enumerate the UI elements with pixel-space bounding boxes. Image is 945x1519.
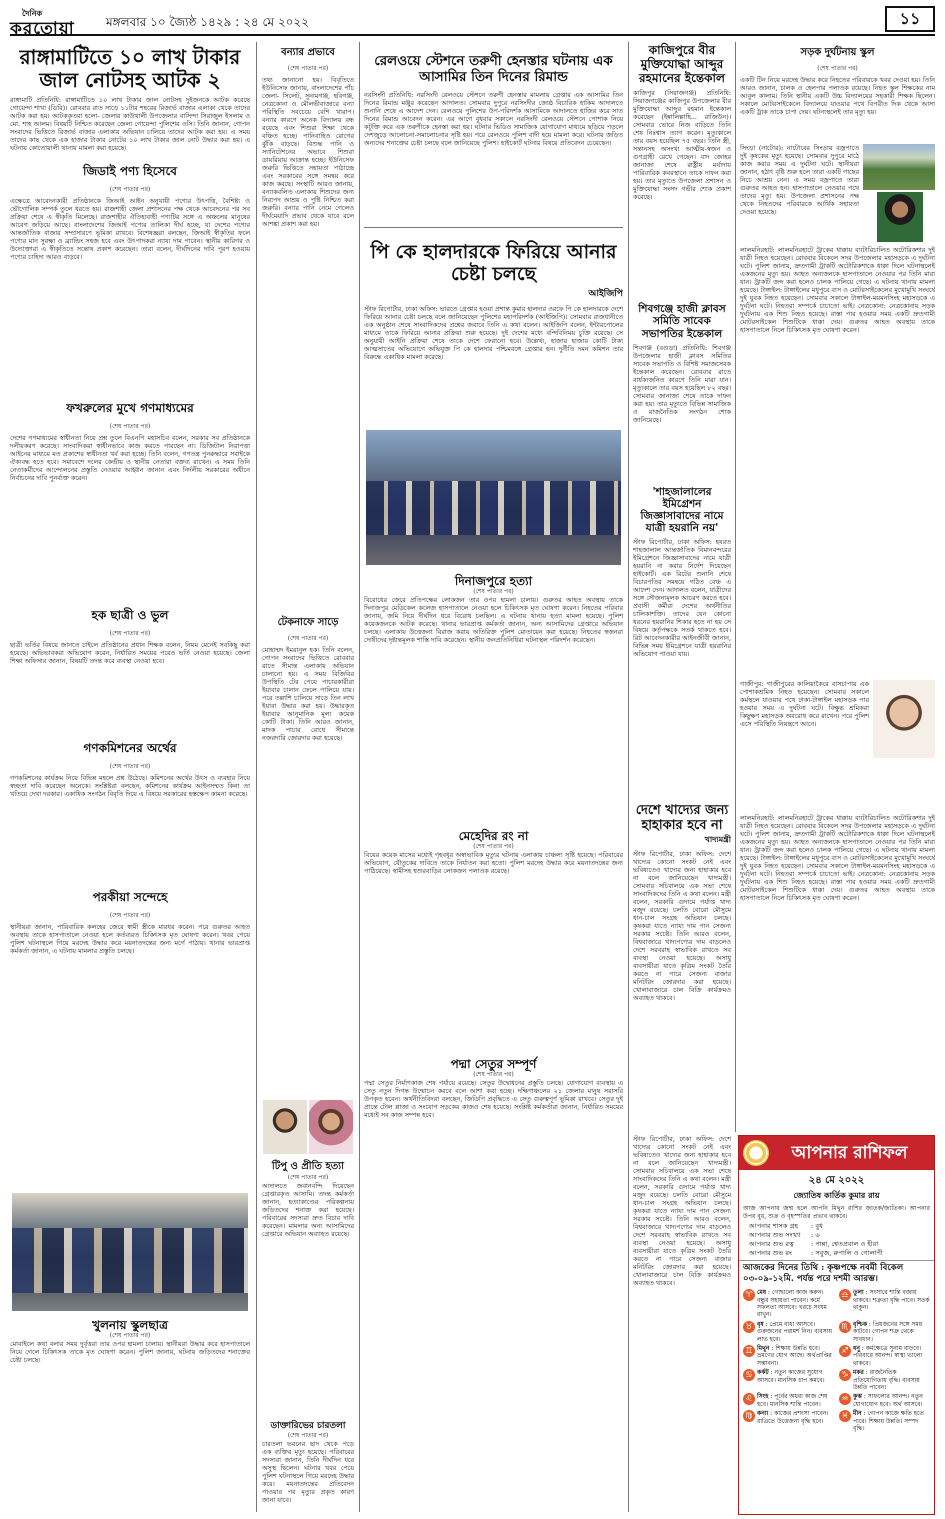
story-food: স্টাফ রিপোর্টার, ঢাকা অফিস: দেশে খাদ্যের কোনো সংকট নেই এবং ভবিষ্যতেও খাদ্যের জন্য হাহাকার হবে না বলে জানিয়েছেন খাদ্যমন্ত্রী। সোমবার সচিবালয়ে এক সভা শেষে সাংবাদিকদের তিনি এ কথা বলেন। মন্ত্রী বলেন, সরকারি গুদামে পর্যাপ্ত খাদ্য মজুদ রয়েছে। চলতি বোরো মৌসুমে ধান-চাল সংগ্রহ অভিযান চলছে। কৃষকরা যাতে ন্যায্য দাম পান সেজন্য সরকার সচেষ্ট। তিনি আরও বলেন, বিশ্ববাজারে খাদ্যপণ্যের দাম বাড়লেও দেশে সরবরাহ স্বাভাবিক রাখতে সব ব্যবস্থা নেওয়া হয়েছে। অসাধু ব্যবসায়ীরা যাতে কৃত্রিম সংকট তৈরি করতে না পারে সেজন্য বাজার মনিটরিং জোরদার করা হয়েছে। খোলাবাজারে চাল বিক্রি কার্যক্রমও অব্যাহত থাকবে। [633,849,731,1002]
aquarius-icon: ♒ [839,1393,851,1405]
subhead-porokiya: পরকীয়া সন্দেহে [92,890,168,904]
subhead-gonocommission: গণকমিশনের অর্থের [83,741,177,755]
headline-pk-halder: পি কে হালদারকে ফিরিয়ে আনার চেষ্টা চলছে [370,241,617,285]
story-singra: সিংড়া (নাটোর): নাটোরের সিংড়ায় বজ্রপাতে দুই কৃষকের মৃত্যু হয়েছে। সোমবার দুপুরে মাঠে কাজ করার সময় এ দুর্ঘটনা ঘটে। স্থানীয়রা জানান, হঠাৎ বৃষ্টি শুরু হলে তারা একটি গাছের নিচে আশ্রয় নেন। এ সময় বজ্রপাতে তারা গুরুতর আহত হন। হাসপাতালে নেওয়ার পথে তাদের মৃত্যু হয়। উপজেলা প্রশাসনের পক্ষ থেকে নিহতদের পরিবারকে আর্থিক সহায়তা দেওয়া হয়েছে। [740,144,859,216]
zodiac-sign: ♐ ধনু : কর্মক্ষেত্রে সুনাম বাড়বে। পরিবারে আনন্দ। স্বাস্থ্য ভালো থাকবে। [839,1345,930,1367]
story-gi-product: এক্ষেত্রে আবেদনকারী প্রতিষ্ঠানকে জিআই আইন অনুযায়ী পণ্যের উৎপত্তি, বৈশিষ্ট্য ও ভৌগোলিক সম্পর্ক তুলে ধরতে হয়। রাজশাহী জেলা প্রশাসনের পক্ষ থেকে আবেদনের পর সব প্রক্রিয়া শেষে এ স্বীকৃতি মিলেছে। রাজশাহীর ঐতিহ্যবাহী পণ্যটির সঙ্গে এ অঞ্চলের মানুষের আবেগ জড়িয়ে আছে। বাংলাদেশের জিআই পণ্যের তালিকা দীর্ঘ হচ্ছে, যা দেশের পণ্যের আন্তর্জাতিক বাজার সম্প্রসারণে ভূমিকা রাখবে। বিশেষজ্ঞরা বলছেন, জিআই স্বীকৃতির ফলে পণ্যের মান সুরক্ষা ও ব্র্যান্ডিং সহজ হবে এবং উৎপাদকরা ন্যায্য দাম পাবেন। স্থানীয় কারিগর ও উদ্যোক্তারা এ স্বীকৃতিতে সন্তোষ প্রকাশ করেছেন। তারা বলেন, দীর্ঘদিনের দাবি পূরণ হওয়ায় পণ্যের চাহিদা আরও বাড়বে। [10,197,250,261]
portrait-teacher-photo [877,192,923,242]
subhead-padma: পদ্মা সেতুর সম্পূর্ণ [450,1057,537,1071]
continued-label: (শেষ পাতার পর) [109,186,151,193]
story-gazipur: গাজীপুর: গাজীপুরের কালিয়াকৈরে বাসচাপায় এক পোশাকশ্রমিক নিহত হয়েছেন। সোমবার সকালে কর্মস্থলে যাওয়ার পথে ঢাকা-টাঙ্গাইল মহাসড়ক পার হওয়ার সময় এ দুর্ঘটনা ঘটে। বিক্ষুব্ধ শ্রমিকরা কিছুক্ষণ মহাসড়ক অবরোধ করে রাখেন। পরে পুলিশ এসে পরিস্থিতি নিয়ন্ত্রণে আনে। [740,680,869,728]
column-rule [359,42,360,1512]
zodiac-sign: ♋ কর্কট : নতুন কাজের সুযোগ আসবে। মানসিক চাপ কমবে। [743,1369,834,1391]
story-padma: পদ্মা সেতুর নির্মাণকাজ শেষ পর্যায়ে রয়েছে। সেতুর উদ্বোধনের প্রস্তুতি চলছে। যোগাযোগ ব্যবস্থায় এ সেতু নতুন দিগন্ত উন্মোচন করবে বলে আশা করা হচ্ছে। দক্ষিণাঞ্চলের ২১ জেলার মানুষ সরাসরি উপকৃত হবেন। অর্থনীতিবিদরা বলছেন, জিডিপি প্রবৃদ্ধিতে এ সেতু গুরুত্বপূর্ণ ভূমিকা রাখবে। সেতুর দুই প্রান্তে টোল প্লাজা ও সংযোগ সড়কের কাজও শেষ হয়েছে। সংশ্লিষ্ট কর্মকর্তারা জানান, নির্ধারিত সময়ের মধ্যেই সব কাজ সম্পন্ন হবে। [364,1079,623,1119]
story-flood: তথ্য জানানো হয়। বিবৃতিতে ইউনিসেফ জানায়, বাংলাদেশের পাঁচ জেলা- সিলেট, সুনামগঞ্জ, হবিগঞ্জ, নেত্রকোনা ও মৌলভীবাজারে বন্যা পরিস্থিতি সবচেয়ে বেশি খারাপ। বন্যার কারণে অনেক বিদ্যালয় বন্ধ রয়েছে এবং শিশুরা শিক্ষা থেকে বঞ্চিত হচ্ছে। পানিবাহিত রোগের ঝুঁকি বাড়ছে। বিশুদ্ধ পানি ও স্যানিটেশনের অভাবে শিশুরা ডায়রিয়ায় আক্রান্ত হচ্ছে। ইউনিসেফ জরুরি ভিত্তিতে সহায়তা পাঠাচ্ছে এবং সরকারের সঙ্গে সমন্বয় করে কাজ করছে। সংস্থাটি আরও জানায়, বন্যাকবলিত এলাকায় শিশুদের জন্য নিরাপদ আশ্রয় ও পুষ্টি নিশ্চিত করা জরুরি। বন্যার পানি নেমে গেলেও দীর্ঘমেয়াদি প্রভাব থেকে যাবে বলে আশঙ্কা প্রকাশ করা হয়। [262,76,354,228]
story-food-continued: স্টাফ রিপোর্টার, ঢাকা অফিস: দেশে খাদ্যের কোনো সংকট নেই এবং ভবিষ্যতেও খাদ্যের জন্য হাহাকার হবে না বলে জানিয়েছেন খাদ্যমন্ত্রী। সোমবার সচিবালয়ে এক সভা শেষে সাংবাদিকদের তিনি এ কথা বলেন। মন্ত্রী বলেন, সরকারি গুদামে পর্যাপ্ত খাদ্য মজুদ রয়েছে। চলতি বোরো মৌসুমে ধান-চাল সংগ্রহ অভিযান চলছে। কৃষকরা যাতে ন্যায্য দাম পান সেজন্য সরকার সচেষ্ট। তিনি আরও বলেন, বিশ্ববাজারে খাদ্যপণ্যের দাম বাড়লেও দেশে সরবরাহ স্বাভাবিক রাখতে সব ব্যবস্থা নেওয়া হয়েছে। অসাধু ব্যবসায়ীরা যাতে কৃত্রিম সংকট তৈরি করতে না পারে সেজন্য বাজার মনিটরিং জোরদার করা হয়েছে। খোলাবাজারে চাল বিক্রি কার্যক্রমও অব্যাহত থাকবে। [633,1135,731,1287]
zodiac-sign: ♓ মীন : গোপন কাজে ক্ষতি হতে পারে। শিক্ষায় উন্নতি। সম্পদ বৃদ্ধি। [839,1410,930,1432]
capricorn-icon: ♑ [839,1369,851,1381]
headline-shahjalal: 'শাহজালালের ইমিগ্রেশন জিজ্ঞাসাবাদের নামে যাত্রী হয়রানি নয়' [640,485,724,534]
continued-label: (শেষ পাতার পর) [109,1332,151,1339]
horoscope-author: জ্যোতিষ কার্তিক কুমার রায় [793,1190,880,1200]
zodiac-sign: ♊ মিথুন : শিক্ষায় উন্নতি হবে। ভ্রমণের যোগ আছে। অর্থপ্রাপ্তির সম্ভাবনা। [743,1345,834,1367]
zodiac-sign: ♎ তুলা : সংসারে শান্তি বজায় থাকবে। শত্রুতা বৃদ্ধি পাবে। সতর্ক থাকুন। [839,1289,930,1319]
section-divider [364,227,623,228]
horoscope-date: ২৪ মে ২০২২ [808,1175,865,1186]
zodiac-sign: ♈ মেষ : গোছালো কাজ করুন। বন্ধুর সহায়তা পাবেন। কর্মে সফলতা আসবে। খরচে সংযম রাখুন। [743,1289,834,1319]
gemini-icon: ♊ [743,1345,755,1357]
zodiac-sign-grid [739,1287,934,1436]
headline-food: দেশে খাদ্যের জন্য হাহাকার হবে না [635,802,729,833]
zodiac-sign: ♌ সিংহ : পূর্বের অধরা কাজ শেষ হবে। মানসিক শান্তি পাবেন। [743,1393,834,1408]
subhead-student: হক ছাত্রী ও ভুল [91,608,169,622]
continued-label: (শেষ পাতার পর) [473,1071,514,1078]
story-teknaf: মোহাম্মদ ইমরানুল হক। তিনি বলেন, গোপন সংবাদের ভিত্তিতে রোববার রাতে সীমান্ত এলাকায় অভিযান চালানো হয়। এ সময় বিজিবির উপস্থিতি টের পেয়ে পাচারকারীরা ইয়াবার চালান ফেলে পালিয়ে যায়। পরে তল্লাশি চালিয়ে সাড়ে তিন লাখ ইয়াবা উদ্ধার করা হয়। উদ্ধারকৃত ইয়াবার আনুমানিক মূল্য কয়েক কোটি টাকা। তিনি আরও জানান, মাদক পাচার রোধে সীমান্তে নজরদারি জোরদার করা হয়েছে। [262,646,354,742]
column-5 [740,42,935,1130]
story-lalmonirhat: লালমনিরহাট: লালমনিরহাটে ট্রাকের ধাক্কায় ব্যাটারিচালিত অটোরিকশার দুই যাত্রী নিহত হয়েছেন। রোববার বিকেলে সদর উপজেলার মহাসড়কে এ দুর্ঘটনা ঘটে। পুলিশ জানায়, দ্রুতগামী ট্রাকটি অটোরিকশাকে ধাক্কা দিলে ঘটনাস্থলেই একজনের মৃত্যু হয়। আহত অন্যজনকে হাসপাতালে নেওয়ার পর তিনি মারা যান। ট্রাকটি জব্দ করা হলেও চালক পালিয়ে গেছে। এ ঘটনায় থানায় মামলা হয়েছে। টাঙ্গাইল: টাঙ্গাইলের মধুপুরে বাস ও মোটরসাইকেলের মুখোমুখি সংঘর্ষে দুই যুবক নিহত হয়েছেন। সোমবার সকালে টাঙ্গাইল-ময়মনসিংহ মহাসড়কে এ দুর্ঘটনা ঘটে। নিহতরা সম্পর্কে চাচাতো ভাই। নেত্রকোনা: নেত্রকোনায় সড়ক দুর্ঘটনায় এক শিশু নিহত হয়েছে। রাস্তা পার হওয়ার সময় একটি দ্রুতগামী মোটরসাইকেল শিশুটিকে ধাক্কা দেয়। গুরুতর আহত অবস্থায় তাকে হাসপাতালে নিলে চিকিৎসক মৃত ঘোষণা করেন। [740,246,935,334]
continued-label: (শেষ পাতার পর) [109,423,151,430]
story-railway: নরসিংদী প্রতিনিধি: নরসিংদী রেলওয়ে স্টেশনে তরুণী হেনস্তার মামলায় গ্রেপ্তার এক আসামির তিন দিনের রিমান্ড মঞ্জুর করেছেন আদালত। সোমবার দুপুরে নরসিংদীর জ্যেষ্ঠ বিচারিক হাকিম আদালতে শুনানি শেষে এ আদেশ দেন। রেলওয়ে পুলিশের উপ-পরিদর্শক আসামিকে আদালতে হাজির করে সাত দিনের রিমান্ড আবেদন করেন। এর আগে বুধবার সকালে নরসিংদী রেলওয়ে স্টেশনে পোশাক নিয়ে কটূক্তি করে এক তরুণীকে হেনস্তা করা হয়। ঘটনার ভিডিও সামাজিক যোগাযোগ মাধ্যমে ছড়িয়ে পড়লে দেশজুড়ে আলোচনা-সমালোচনার সৃষ্টি হয়। পরে রেলওয়ে পুলিশ বাদী হয়ে মামলা করে। ঘটনায় জড়িত অন্যদের শনাক্তের চেষ্টা চলছে বলে জানিয়েছে পুলিশ। হাইকোর্ট ঘটনার বিষয়ে প্রতিবেদন চেয়েছেন। [364,91,623,148]
story-kazipur: কাজিপুর (সিরাজগঞ্জ) প্রতিনিধি: সিরাজগঞ্জের কাজিপুর উপজেলার বীর মুক্তিযোদ্ধা আব্দুর রহমান ইন্তেকাল করেছেন (ইন্নালিল্লাহি... রাজিউন)। সোমবার ভোরে নিজ বাড়িতে তিনি শেষ নিঃশ্বাস ত্যাগ করেন। মৃত্যুকালে তার বয়স হয়েছিল ৭৫ বছর। তিনি স্ত্রী, সন্তানসহ অসংখ্য আত্মীয়-স্বজন ও গুণগ্রাহী রেখে গেছেন। বাদ জোহর জানাজা শেষে রাষ্ট্রীয় মর্যাদায় পারিবারিক কবরস্থানে তাকে দাফন করা হয়। তার মৃত্যুতে উপজেলা প্রশাসন ও মুক্তিযোদ্ধা সংসদ গভীর শোক প্রকাশ করেছে। [633,89,731,202]
scorpio-icon: ♏ [839,1321,851,1333]
detail-row: আপনার শুভ রত্ন : পান্না, শ্বেতপ্রবাল ও হীরা [749,1240,879,1249]
continued-label: (শেষ পাতার পর) [287,1174,329,1181]
masthead [10,6,935,39]
continued-label: (শেষ পাতার পর) [473,588,514,595]
newspaper-logo [10,8,98,39]
column-rule [256,42,257,1512]
arrest-photo [12,1193,248,1311]
detail-row: আপনার শুভ সংখ্যা : ৬ [749,1231,820,1240]
story-road-accident: একটি টিন নিয়ে মরদেহ উদ্ধার করে নিহতের পরিবারকে খবর দেওয়া হয়। তিনি আরও জানান, চালক ও হেলপার পলাতক রয়েছে। নিহত স্কুল শিক্ষকের নাম আবুল কালাম। তিনি স্থানীয় একটি উচ্চ বিদ্যালয়ের সহকারী শিক্ষক ছিলেন। সকালে মোটরসাইকেলে বিদ্যালয়ে যাওয়ার পথে বিপরীত দিক থেকে আসা একটি ট্রাক তাকে চাপা দেয়। ঘটনাস্থলেই তার মৃত্যু হয়। [740,76,935,116]
zodiac-sign: ♑ মকর : রাজনৈতিক প্রতিযোগিতায় বৃদ্ধি। ব্যবসায় উন্নতি পাবেন। [839,1369,930,1391]
continued-label: (শেষ পাতার পর) [109,912,151,919]
horoscope-box [738,1135,935,1515]
story-fakhrul: দেশের গণমাধ্যমের স্বাধীনতা নিয়ে প্রশ্ন তুলে বিএনপি মহাসচিব বলেন, সরকার সব প্রতিষ্ঠানকে দলীয়করণ করেছে। সাংবাদিকরা স্বাধীনভাবে কাজ করতে পারছেন না। ডিজিটাল নিরাপত্তা আইনের মাধ্যমে মত প্রকাশের স্বাধীনতা খর্ব করা হচ্ছে। তিনি বলেন, গণতন্ত্র পুনরুদ্ধারে সবাইকে ঐক্যবদ্ধ হতে হবে। সমাবেশে দলের কেন্দ্রীয় ও স্থানীয় নেতারা বক্তব্য রাখেন। এ সময় তিনি নেতাকর্মীদের আন্দোলনের প্রস্তুতি নেওয়ার আহ্বান জানান এবং নির্দলীয় সরকারের অধীনে নির্বাচনের দাবি পুনর্ব্যক্ত করেন। [10,434,250,482]
detail-row: আপনার শাসক গ্রহ : বুধ [749,1222,823,1231]
continued-label: (শেষ পাতার পর) [287,65,329,72]
horoscope-title: আপনার রাশিফল [791,1143,908,1163]
headline-railway: রেলওয়ে স্টেশনে তরুণী হেনস্তার ঘটনায় এক আসামির তিন দিনের রিমান্ড [374,53,613,85]
subhead-khulna: খুলনায় স্কুলছাত্র [92,1318,168,1332]
story-pk-halder: স্টাফ রিপোর্টার, ঢাকা অফিস: ভারতে গ্রেপ্তার হওয়া প্রশান্ত কুমার হালদার ওরফে পি কে হালদারকে দেশে ফিরিয়ে আনার চেষ্টা চলছে বলে জানিয়েছেন পুলিশের মহাপরিদর্শক (আইজিপি)। সোমবার রাজধানীতে এক অনুষ্ঠান শেষে সাংবাদিকদের প্রশ্নের জবাবে তিনি এ কথা বলেন। আইজিপি বলেন, ইন্টারপোলের মাধ্যমে তাকে ফিরিয়ে আনার প্রক্রিয়া শুরু হয়েছে। দুই দেশের মধ্যে বন্দিবিনিময় চুক্তি রয়েছে। সে অনুযায়ী আইনি প্রক্রিয়া শেষে তাকে দেশে ফেরানো হবে। উল্লেখ্য, হাজার হাজার কোটি টাকা আত্মসাতের অভিযোগে অভিযুক্ত পি কে হালদার পশ্চিমবঙ্গে গ্রেপ্তার হন। দুর্নীতি দমন কমিশন তার বিরুদ্ধে একাধিক মামলা করেছে। [364,304,623,361]
story-student: ছাত্রী ভর্তির বিষয়ে জানতে চাইলে প্রতিষ্ঠানের প্রধান শিক্ষক বলেন, নিয়ম মেনেই সবকিছু করা হয়েছে। অভিভাবকরা অভিযোগ করেন, নির্ধারিত সময়ের পরেও ভর্তি নেওয়া হয়েছে। জেলা শিক্ষা অফিসার জানান, বিষয়টি তদন্ত করে ব্যবস্থা নেওয়া হবে। [10,641,250,665]
zodiac-sign: ♒ কুম্ভ : সাফল্যের আনন্দ। নতুন যোগাযোগ হবে। অর্থ আসবে। [839,1393,930,1408]
page-number: ১১ [885,6,935,32]
story-khulna: মোবাইলে কথা বলার সময় দুর্বৃত্তরা তার ওপর হামলা চালায়। স্থানীয়রা উদ্ধার করে হাসপাতালে নিয়ে গেলে চিকিৎসক তাকে মৃত ঘোষণা করেন। পুলিশ জানায়, ঘটনায় জড়িতদের শনাক্তের চেষ্টা চলছে। [10,1340,250,1364]
story-dinajpur: বিরোধের জেরে প্রতিপক্ষের লোকজন তার ওপর হামলা চালায়। গুরুতর আহত অবস্থায় তাকে দিনাজপুর মেডিকেল কলেজ হাসপাতালে নেওয়া হলে চিকিৎসক মৃত ঘোষণা করেন। নিহতের পরিবার জানায়, জমি নিয়ে দীর্ঘদিন ধরে বিরোধ চলছিল। এ ঘটনায় থানায় হত্যা মামলা হয়েছে। পুলিশ কয়েকজনকে আটক করেছে। থানার ভারপ্রাপ্ত কর্মকর্তা জানান, অন্য আসামিদের গ্রেপ্তারে অভিযান চলছে। এলাকায় উত্তেজনা বিরাজ করায় অতিরিক্ত পুলিশ মোতায়েন করা হয়েছে। নিহতের স্বজনরা দোষীদের দৃষ্টান্তমূলক শাস্তি দাবি করেছেন। স্থানীয় জনপ্রতিনিধিরা ঘটনাস্থল পরিদর্শন করেছেন। [364,596,623,644]
aries-icon: ♈ [743,1289,755,1301]
headline-shibganj: শিবগঞ্জে হাজী ক্লাবস সমিতি সাবেক সভাপতির ইন্তেকাল [638,303,726,340]
dateline: মঙ্গলবার ১০ জ্যৈষ্ঠ ১৪২৯ : ২৪ মে ২০২২ [106,15,310,29]
pisces-icon: ♓ [839,1410,851,1422]
continued-label: (শেষ পাতার পর) [287,1432,329,1439]
leo-icon: ♌ [743,1393,755,1405]
column-4 [633,42,731,1130]
subhead-fakhrul: ফখরুলের মুখে গণমাধ্যমের [66,401,194,415]
story-jal-note: রাঙ্গামাটি প্রতিনিধি: রাঙ্গামাটিতে ১০ লাখ টাকার জাল নোটসহ দুইজনকে আটক করেছে গোয়েন্দা শাখা (ডিবি)। রোববার রাত সাড়ে ১১টার শহরের রিজার্ভ বাজার এলাকা থেকে তাদের আটক করা হয়। আটককৃতরা হলো- জেলার কাউখালী উপজেলার বাসিন্দা সিরাজুল ইসলাম ও মো. শাহ আলম। বিষয়টি নিশ্চিত করেছেন জেলা গোয়েন্দা পুলিশের ওসি। তিনি জানান, গোপন সংবাদের ভিত্তিতে রিজার্ভ বাজার এলাকায় অভিযান চালিয়ে তাদের আটক করা হয়। এ সময় তাদের কাছ থেকে এক হাজার টাকার নোটের ১০ লাখ টাকার জাল নোট উদ্ধার করা হয়। এ ঘটনায় কোতোয়ালী থানায় মামলা করা হয়েছে। [10,96,250,152]
portrait-tipu-photo [263,1100,307,1154]
zodiac-sign: ♉ বৃষ : প্রেমে বাধা আসবে। গুরুজনের পরামর্শ নিন। ব্যবসায় লাভ হবে। [743,1321,834,1343]
subhead-gi-product: জিডাই পণ্য হিসেবে [83,164,177,178]
headline-kazipur: কাজিপুরে বীর মুক্তিযোদ্ধা আব্দুর রহমানের ইন্তেকাল [639,43,725,85]
continued-label: (শেষ পাতার পর) [473,843,514,850]
story-shahjalal: স্টাফ রিপোর্টার, ঢাকা অফিস: হযরত শাহজালাল আন্তর্জাতিক বিমানবন্দরের ইমিগ্রেশনে জিজ্ঞাসাবাদের নামে যাত্রী হয়রানি না করার নির্দেশ দিয়েছেন হাইকোর্ট। এক রিটের শুনানি শেষে বিচারপতির সমন্বয়ে গঠিত বেঞ্চ এ আদেশ দেন। আদালত বলেন, যাত্রীদের সঙ্গে সৌজন্যমূলক আচরণ করতে হবে। প্রবাসী কর্মীরা দেশের অর্থনীতির চালিকাশক্তি। তাদের যেন কোনো ধরনের হয়রানির শিকার হতে না হয় সে বিষয়ে কর্তৃপক্ষকে সতর্ক থাকতে হবে। রিট আবেদনকারীর আইনজীবী জানান, বিভিন্ন সময় ইমিগ্রেশনে যাত্রী হয়রানির অভিযোগ পাওয়া যায়। [633,537,731,658]
subhead-dinajpur: দিনাজপুরে হত্যা [454,574,533,588]
column-rule [735,42,736,1132]
subhead-doctor-building: ডাক্তারিভের চারতলা [270,1421,346,1431]
story-doctor-building: চারতলা ভবনের ছাদ থেকে পড়ে এক ব্যক্তির মৃত্যু হয়েছে। পরিবারের সদস্যরা জানান, তিনি দীর্ঘদিন ধরে অসুস্থ ছিলেন। ঘটনার খবর পেয়ে পুলিশ ঘটনাস্থলে গিয়ে মরদেহ উদ্ধার করে। ময়নাতদন্তের প্রতিবেদন পাওয়ার পর মৃত্যুর প্রকৃত কারণ জানা যাবে। [262,1440,354,1504]
field-photo [863,144,935,190]
horoscope-header [739,1136,934,1170]
continued-label: (শেষ পাতার পর) [109,630,151,637]
virgo-icon: ♍ [743,1410,755,1422]
byline-igp: আইজিপি [588,288,623,299]
zodiac-sign: ♏ বৃশ্চিক : প্রিয়জনের সঙ্গে সময় কাটবে। গোপন শত্রু থেকে সাবধান। [839,1321,930,1343]
continued-label: (শেষ পাতার পর) [287,635,329,642]
story-porokiya: স্থানীয়রা জানান, পারিবারিক কলহের জেরে স্বামী স্ত্রীকে মারধর করেন। পরে গুরুতর আহত অবস্থায় তাকে হাসপাতালে নেওয়া হলে কর্তব্যরত চিকিৎসক মৃত ঘোষণা করেন। খবর পেয়ে পুলিশ ঘটনাস্থলে গিয়ে মরদেহ উদ্ধার করে ময়নাতদন্তের জন্য মর্গে পাঠায়। থানার ভারপ্রাপ্ত কর্মকর্তা জানান, এ ঘটনায় মামলার প্রস্তুতি চলছে। [10,923,250,955]
subhead-mehedi: মেহেদির রং না [458,829,529,843]
story-mehedi: বিয়ের কয়েক মাসের মধ্যেই গৃহবধূর অস্বাভাবিক মৃত্যুর ঘটনায় এলাকায় চাঞ্চল্য সৃষ্টি হয়েছে। পরিবারের অভিযোগ, যৌতুকের দাবিতে তাকে নির্যাতন করা হতো। পুলিশ মরদেহ উদ্ধার করে ময়নাতদন্তের জন্য পাঠিয়েছে। স্বামীসহ শ্বশুরবাড়ির লোকজন পলাতক রয়েছে। [364,851,623,875]
continued-label: (শেষ পাতার পর) [817,65,858,72]
libra-icon: ♎ [839,1289,851,1301]
headline-jal-note: রাঙ্গামাটিতে ১০ লাখ টাকার জাল নোটসহ আটক ২ [19,45,241,92]
horoscope-tithi: আজকের দিনের তিথি : কৃষ্ণপক্ষে নবমী বিকেল ০৩-০৯-১২মি. পর্যন্ত পরে দশমী আরম্ভ। [739,1260,934,1287]
column-rule [628,42,629,1512]
continued-label: (শেষ পাতার পর) [109,763,151,770]
detail-row: আপনার শুভ রং : সবুজ, রুপালি ও গোলাপী [749,1249,883,1258]
horoscope-intro: আজ আপনার জন্ম হলে আপনি মিথুন রাশির জাতক/জাতিকা। আপনার উপর বুধ, শুক্র ও বৃহস্পতির প্রভাব থাকবে। [743,1205,930,1220]
logo-small-text: দৈনিক [22,8,43,18]
logo-name: করতোয়া [10,19,75,39]
horoscope-details [739,1222,934,1258]
subhead-road-accident: সড়ক দুর্ঘটনায় স্কুল [800,47,875,58]
cancer-icon: ♋ [743,1369,755,1381]
zodiac-sign: ♍ কন্যা : কাজের প্রশংসা পাবেন। রাত্রিতে উত্তেজনা বৃদ্ধি হবে। [743,1410,834,1432]
byline-food-minister: খাদ্যমন্ত্রী [704,833,731,844]
subhead-flood: বন্যার প্রভাবে [281,47,335,58]
story-gonocommission: গণকমিশনের কার্যক্রম নিয়ে বিভিন্ন মহলে প্রশ্ন উঠেছে। কমিশনের অর্থের উৎস ও ব্যবহার নিয়ে স্বচ্ছতা দাবি করেছেন অনেকে। সংশ্লিষ্টরা বলছেন, কমিশনের কার্যক্রম আইনসম্মত কিনা তা খতিয়ে দেখা দরকার। একাধিক সংগঠন বিবৃতি দিয়ে এ বিষয়ে সরকারের হস্তক্ষেপ কামনা করেছে। [10,774,250,798]
child-photo [873,680,935,758]
taurus-icon: ♉ [743,1321,755,1333]
story-shibganj: শিবগঞ্জ (বগুড়া) প্রতিনিধি: শিবগঞ্জ উপজেলার হাজী ক্লাবস সমিতির সাবেক সভাপতি ও বিশিষ্ট সমাজসেবক ইন্তেকাল করেছেন। রোববার রাতে বার্ধক্যজনিত কারণে তিনি মারা যান। মৃত্যুকালে তার বয়স হয়েছিল ৮২ বছর। সোমবার জানাজা শেষে তাকে দাফন করা হয়। তার মৃত্যুতে বিভিন্ন সামাজিক ও রাজনৈতিক সংগঠন শোক জানিয়েছে। [633,343,731,424]
sagittarius-icon: ♐ [839,1345,851,1357]
story-tipu-preeti: আদালতে জবানবন্দি দিয়েছেন গ্রেপ্তারকৃত আসামি। তদন্ত কর্মকর্তা জানান, হত্যাকাণ্ডের পরিকল্পনায় জড়িতদের শনাক্ত করা হয়েছে। পরিবারের সদস্যরা দ্রুত বিচার দাবি করেছেন। মামলার অন্য আসামিদের গ্রেপ্তারে অভিযান অব্যাহত রয়েছে। [262,1182,354,1238]
zodiac-wheel-icon [743,1140,769,1166]
press-conference-photo [366,430,621,565]
story-gazipur-continued: লালমনিরহাট: লালমনিরহাটে ট্রাকের ধাক্কায় ব্যাটারিচালিত অটোরিকশার দুই যাত্রী নিহত হয়েছেন। রোববার বিকেলে সদর উপজেলার মহাসড়কে এ দুর্ঘটনা ঘটে। পুলিশ জানায়, দ্রুতগামী ট্রাকটি অটোরিকশাকে ধাক্কা দিলে ঘটনাস্থলেই একজনের মৃত্যু হয়। আহত অন্যজনকে হাসপাতালে নেওয়ার পর তিনি মারা যান। ট্রাকটি জব্দ করা হলেও চালক পালিয়ে গেছে। এ ঘটনায় থানায় মামলা হয়েছে। টাঙ্গাইল: টাঙ্গাইলের মধুপুরে বাস ও মোটরসাইকেলের মুখোমুখি সংঘর্ষে দুই যুবক নিহত হয়েছেন। সোমবার সকালে টাঙ্গাইল-ময়মনসিংহ মহাসড়কে এ দুর্ঘটনা ঘটে। নিহতরা সম্পর্কে চাচাতো ভাই। নেত্রকোনা: নেত্রকোনায় সড়ক দুর্ঘটনায় এক শিশু নিহত হয়েছে। রাস্তা পার হওয়ার সময় একটি দ্রুতগামী মোটরসাইকেল শিশুটিকে ধাক্কা দেয়। গুরুতর আহত অবস্থায় তাকে হাসপাতালে নিলে চিকিৎসক মৃত ঘোষণা করেন। [740,814,935,902]
portrait-preeti-photo [309,1100,353,1154]
subhead-tipu-preeti: টিপু ও প্রীতি হত্যা [271,1161,345,1172]
subhead-teknaf: টেকনাফে সাড়ে [277,617,339,628]
